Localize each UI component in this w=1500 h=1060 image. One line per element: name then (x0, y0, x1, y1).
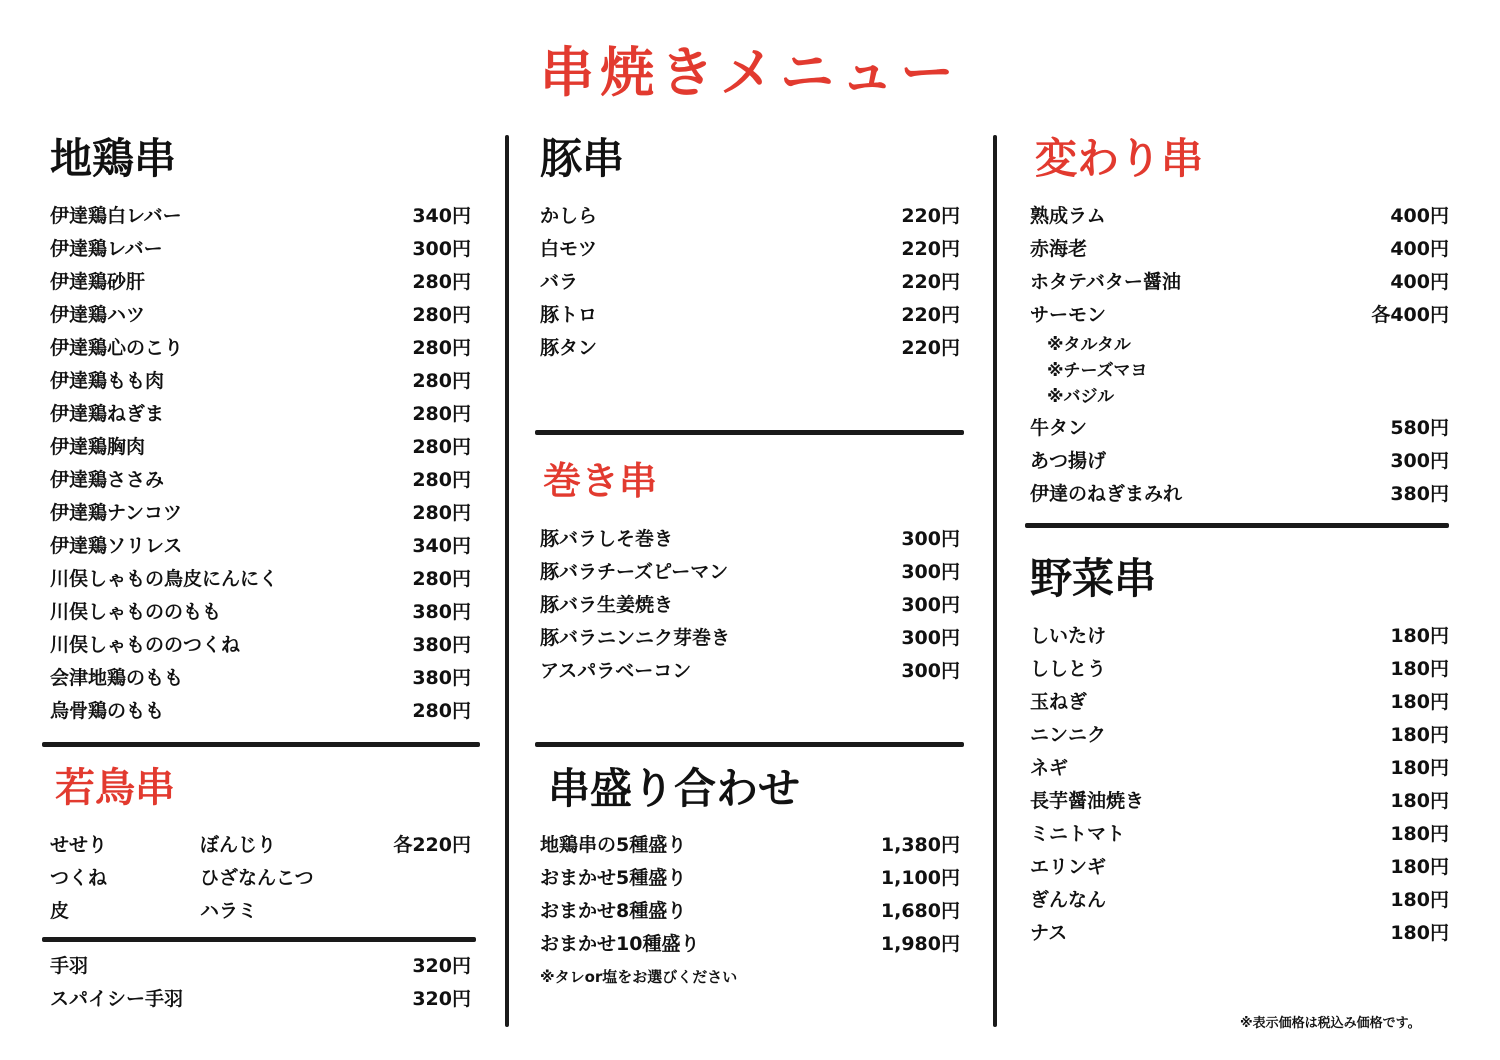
menu-item-price: 各400円 (1371, 304, 1449, 326)
section-title-moriawase: 串盛り合わせ (548, 764, 801, 813)
menu-item-name: 伊達鶏砂肝 (50, 271, 146, 293)
menu-item-name: 豚バラしそ巻き (540, 528, 674, 550)
sauce-note: ※タレor塩をお選びください (540, 968, 738, 986)
menu-item-price: 300円 (901, 528, 960, 550)
menu-item-name: 伊達鶏心のこり (50, 337, 184, 359)
menu-item-price: 280円 (412, 403, 471, 425)
menu-item-price: 280円 (412, 436, 471, 458)
menu-item-name: あつ揚げ (1030, 450, 1107, 472)
menu-item (50, 632, 471, 658)
menu-item-name: ニンニク (1030, 724, 1107, 746)
menu-item (1030, 481, 1449, 507)
menu-item-price: 280円 (412, 469, 471, 491)
menu-item (50, 302, 471, 328)
menu-item-price: 580円 (1390, 417, 1449, 439)
menu-item-name: 手羽 (50, 955, 89, 977)
menu-item (1030, 689, 1449, 715)
menu-item-price: 280円 (412, 337, 471, 359)
menu-item (540, 592, 960, 618)
menu-item-name: おまかせ10種盛り (540, 933, 700, 955)
column-divider-left (505, 135, 509, 1027)
menu-item (1030, 854, 1449, 880)
menu-item-name: 豚タン (540, 337, 598, 359)
menu-item-name: 長芋醤油焼き (1030, 790, 1145, 812)
menu-item (50, 500, 471, 526)
section-divider (535, 430, 964, 435)
menu-item-price: 180円 (1390, 724, 1449, 746)
menu-item-name: 地鶏串の5種盛り (540, 834, 687, 856)
menu-item (1030, 415, 1449, 441)
menu-item-price: 220円 (901, 205, 960, 227)
menu-item-price: 220円 (901, 337, 960, 359)
menu-item-price: 280円 (412, 700, 471, 722)
menu-item (50, 533, 471, 559)
menu-item-price: 320円 (412, 988, 471, 1010)
menu-item-name: 伊達鶏ハツ (50, 304, 146, 326)
menu-item (540, 931, 960, 957)
section-title-jidori: 地鶏串 (50, 134, 177, 183)
menu-item (50, 665, 471, 691)
menu-item (50, 203, 471, 229)
menu-item-name: 白モツ (540, 238, 598, 260)
menu-item-price: 300円 (1390, 450, 1449, 472)
menu-item-price: 300円 (901, 561, 960, 583)
menu-item-price: 1,680円 (880, 900, 960, 922)
menu-item-price: 220円 (901, 238, 960, 260)
menu-item-name: 伊達鶏ソリレス (50, 535, 183, 557)
menu-item (1030, 722, 1449, 748)
menu-item (1030, 656, 1449, 682)
menu-item-name: 豚トロ (540, 304, 598, 326)
menu-item-name: バラ (540, 271, 579, 293)
menu-item (540, 269, 960, 295)
tax-note: ※表示価格は税込み価格です。 (1240, 1016, 1421, 1031)
section-title-buta: 豚串 (540, 134, 625, 183)
menu-item-price: 300円 (901, 660, 960, 682)
menu-item-price: 280円 (412, 271, 471, 293)
menu-item (50, 467, 471, 493)
menu-item (50, 236, 471, 262)
menu-item (1030, 203, 1449, 229)
menu-item-price: 180円 (1390, 889, 1449, 911)
section-divider (1025, 523, 1449, 528)
menu-item-price: 180円 (1390, 823, 1449, 845)
menu-item-name: ホタテバター醤油 (1030, 271, 1181, 293)
menu-item-name: サーモン (1030, 304, 1107, 326)
menu-item-price: 180円 (1390, 691, 1449, 713)
menu-item-price: 220円 (901, 304, 960, 326)
menu-item-price: 180円 (1390, 790, 1449, 812)
menu-item (1030, 269, 1449, 295)
menu-item-price: 340円 (412, 205, 471, 227)
menu-item (540, 559, 960, 585)
menu-item-price: 300円 (901, 627, 960, 649)
menu-item-name: 川俣しゃもののもも (50, 601, 222, 623)
menu-item-name: おまかせ8種盛り (540, 900, 687, 922)
grid-item: 皮 (50, 900, 70, 922)
menu-item-price: 1,380円 (880, 834, 960, 856)
menu-item-price: 280円 (412, 304, 471, 326)
menu-item (1030, 821, 1449, 847)
menu-item-name: 玉ねぎ (1030, 691, 1088, 713)
menu-item (1030, 236, 1449, 262)
menu-item-name: アスパラベーコン (540, 660, 692, 682)
menu-item-name: 川俣しゃもの鳥皮にんにく (50, 568, 279, 590)
menu-item-name: ミニトマト (1030, 823, 1126, 845)
menu-item (50, 986, 471, 1012)
column-divider-right (993, 135, 997, 1027)
menu-item-price: 300円 (901, 594, 960, 616)
menu-item-name: 熟成ラム (1030, 205, 1106, 227)
menu-item-name: 伊達鶏ねぎま (50, 403, 165, 425)
menu-item (50, 335, 471, 361)
menu-item (50, 953, 471, 979)
wakadori-grid-price: 各220円 (393, 834, 471, 856)
salmon-option: ※タルタル (1047, 335, 1131, 355)
menu-title: 串焼きメニュー (540, 41, 960, 104)
menu-item (1030, 887, 1449, 913)
menu-item (1030, 448, 1449, 474)
menu-item-price: 180円 (1390, 625, 1449, 647)
menu-item-name: 豚バラニンニク芽巻き (540, 627, 731, 649)
menu-item-price: 220円 (901, 271, 960, 293)
section-title-yasai: 野菜串 (1030, 554, 1157, 603)
section-title-kawari: 変わり串 (1035, 134, 1204, 183)
menu-item-name: かしら (540, 205, 598, 227)
menu-item (540, 832, 960, 858)
menu-item-name: 烏骨鶏のもも (50, 700, 165, 722)
menu-item-name: 伊達鶏白レバー (50, 205, 182, 227)
menu-item-price: 340円 (412, 535, 471, 557)
menu-item-name: 牛タン (1030, 417, 1088, 439)
salmon-option: ※チーズマヨ (1047, 361, 1148, 381)
menu-item-name: 伊達鶏ナンコツ (50, 502, 183, 524)
menu-item-price: 180円 (1390, 658, 1449, 680)
menu-item-name: 伊達鶏ささみ (50, 469, 165, 491)
grid-item: ひざなんこつ (200, 867, 314, 889)
menu-item (1030, 920, 1449, 946)
menu-item (540, 526, 960, 552)
section-divider (42, 937, 476, 942)
menu-item-price: 1,100円 (880, 867, 960, 889)
section-title-maki: 巻き串 (543, 459, 658, 503)
menu-item (50, 599, 471, 625)
menu-item-price: 380円 (412, 601, 471, 623)
menu-item-name: 伊達鶏胸肉 (50, 436, 146, 458)
menu-item-name: ぎんなん (1030, 889, 1107, 911)
menu-item-price: 380円 (1390, 483, 1449, 505)
menu-item (1030, 623, 1449, 649)
menu-item (540, 236, 960, 262)
menu-item (50, 434, 471, 460)
menu-item-price: 180円 (1390, 856, 1449, 878)
grid-item: せせり (50, 834, 108, 856)
menu-item (540, 203, 960, 229)
section-divider (535, 742, 964, 747)
menu-item (540, 335, 960, 361)
menu-item (50, 698, 471, 724)
menu-item-name: ネギ (1030, 757, 1069, 779)
menu-item-price: 320円 (412, 955, 471, 977)
menu-item-price: 380円 (412, 634, 471, 656)
menu-item (50, 401, 471, 427)
menu-item (1030, 788, 1449, 814)
menu-item-name: ししとう (1030, 658, 1107, 680)
menu-item-name: 豚バラ生姜焼き (540, 594, 674, 616)
menu-item-price: 180円 (1390, 922, 1449, 944)
menu-item-price: 280円 (412, 370, 471, 392)
menu-item (540, 898, 960, 924)
menu-item-name: 伊達鶏もも肉 (50, 370, 165, 392)
menu-item (540, 302, 960, 328)
menu-item-price: 400円 (1390, 205, 1449, 227)
section-title-wakadori: 若鳥串 (55, 765, 175, 811)
grid-item: つくね (50, 867, 108, 889)
menu-item-price: 1,980円 (880, 933, 960, 955)
section-divider (42, 742, 480, 747)
menu-item-price: 180円 (1390, 757, 1449, 779)
menu-item-price: 380円 (412, 667, 471, 689)
menu-item (540, 865, 960, 891)
menu-item (540, 625, 960, 651)
menu-item-price: 280円 (412, 568, 471, 590)
menu-item (1030, 302, 1449, 328)
salmon-option: ※バジル (1047, 387, 1115, 407)
menu-item-price: 300円 (412, 238, 471, 260)
menu-item-name: 会津地鶏のもも (50, 667, 184, 689)
menu-item (540, 658, 960, 684)
menu-item-name: ナス (1030, 922, 1068, 944)
menu-item-price: 280円 (412, 502, 471, 524)
menu-item-name: 赤海老 (1030, 238, 1088, 260)
grid-item: ぼんじり (200, 834, 277, 856)
menu-item-name: おまかせ5種盛り (540, 867, 687, 889)
menu-item-name: 豚バラチーズピーマン (540, 561, 729, 583)
menu-item (50, 566, 471, 592)
menu-item-price: 400円 (1390, 271, 1449, 293)
menu-item-name: 伊達鶏レバー (50, 238, 163, 260)
menu-item (50, 368, 471, 394)
menu-item (1030, 755, 1449, 781)
grid-item: ハラミ (200, 900, 258, 922)
menu-item-name: スパイシー手羽 (50, 988, 184, 1010)
menu-item-name: 伊達のねぎまみれ (1030, 483, 1183, 505)
menu-item-name: エリンギ (1030, 856, 1107, 878)
menu-item (50, 269, 471, 295)
menu-item-name: しいたけ (1030, 625, 1107, 647)
menu-item-name: 川俣しゃもののつくね (50, 634, 241, 656)
menu-item-price: 400円 (1390, 238, 1449, 260)
